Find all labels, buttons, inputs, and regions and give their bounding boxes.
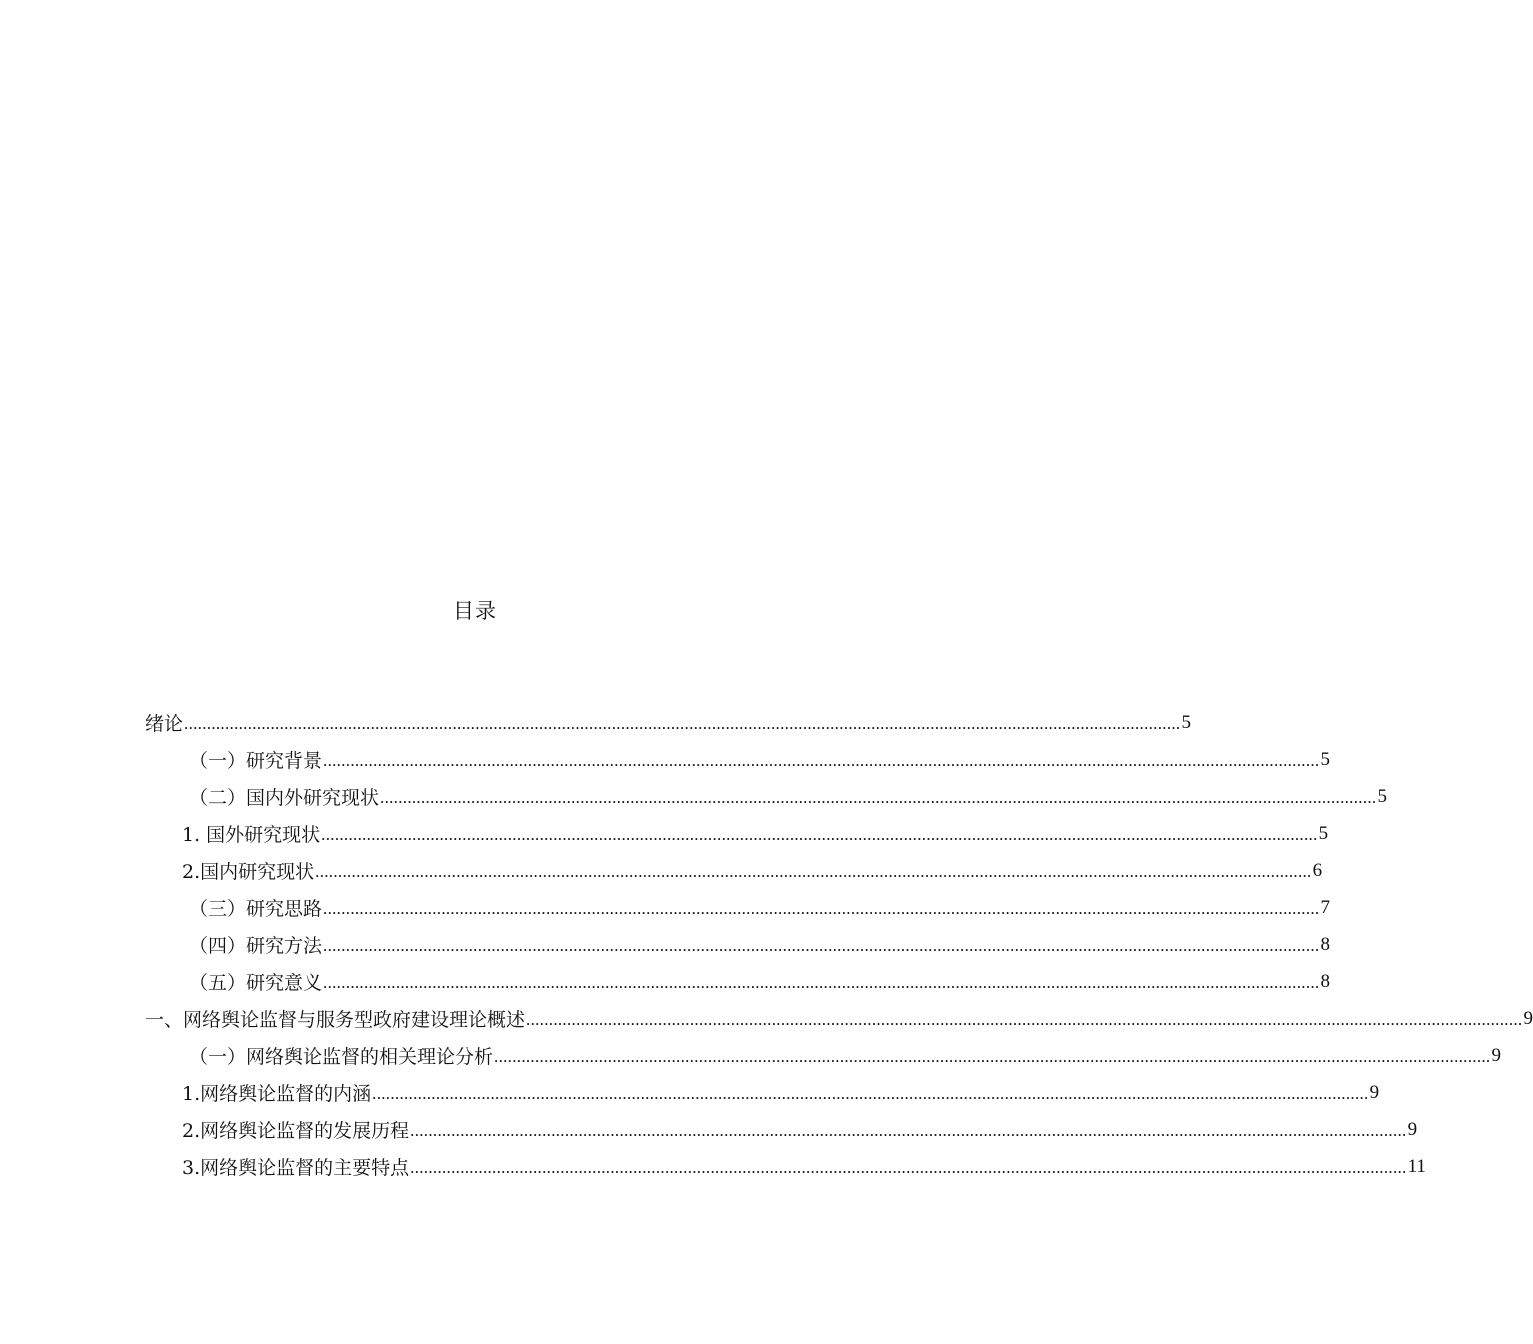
toc-entry-research-methods[interactable]: [145, 926, 1330, 963]
toc-leader-dots: ...........................................................................................................................................................................................................................: [321, 824, 1318, 844]
toc-page-number: 11: [1407, 1155, 1426, 1177]
toc-entry-research-background[interactable]: [145, 741, 1330, 778]
toc-leader-dots: ...........................................................................................................................................................................................................................: [380, 787, 1377, 807]
toc-entry-text: 2.国内研究现状: [182, 861, 315, 883]
toc-entry-text: 3.网络舆论监督的主要特点: [182, 1157, 410, 1179]
toc-leader-dots: ...........................................................................................................................................................................................................................: [526, 1009, 1523, 1029]
toc-page-number: 8: [1320, 933, 1330, 955]
toc-page-number: 5: [1377, 785, 1387, 807]
toc-entry-chapter-one[interactable]: [145, 1000, 1533, 1037]
toc-entry-text: （五）研究意义: [189, 972, 323, 994]
toc-leader-dots: ...........................................................................................................................................................................................................................: [410, 1157, 1407, 1177]
toc-page-number: 9: [1407, 1118, 1418, 1140]
toc-entry-domestic-research[interactable]: [145, 852, 1323, 889]
toc-entry-introduction[interactable]: [145, 704, 1191, 741]
toc-page-number: 5: [1318, 822, 1329, 844]
toc-leader-dots: ...........................................................................................................................................................................................................................: [410, 1120, 1407, 1140]
toc-leader-dots: ...........................................................................................................................................................................................................................: [315, 861, 1312, 881]
table-of-contents: [145, 704, 1533, 1185]
toc-page-number: 5: [1320, 748, 1330, 770]
toc-leader-dots: ...........................................................................................................................................................................................................................: [323, 935, 1320, 955]
toc-page-number: 5: [1181, 711, 1191, 733]
toc-entry-main-features[interactable]: [145, 1148, 1426, 1185]
toc-leader-dots: ...........................................................................................................................................................................................................................: [372, 1083, 1369, 1103]
toc-entry-text: （一）网络舆论监督的相关理论分析: [189, 1046, 494, 1068]
toc-entry-text: 一、网络舆论监督与服务型政府建设理论概述: [145, 1009, 526, 1031]
toc-page-number: 9: [1523, 1007, 1533, 1029]
toc-entry-text: （一）研究背景: [189, 750, 323, 772]
toc-page-number: 8: [1320, 970, 1330, 992]
toc-leader-dots: ...........................................................................................................................................................................................................................: [323, 750, 1320, 770]
toc-title: 目录: [453, 599, 497, 623]
toc-page-number: 6: [1312, 859, 1323, 881]
toc-entry-research-approach[interactable]: [145, 889, 1330, 926]
toc-entry-research-significance[interactable]: [145, 963, 1330, 1000]
toc-leader-dots: ...........................................................................................................................................................................................................................: [184, 713, 1181, 733]
toc-entry-text: （三）研究思路: [189, 898, 323, 920]
toc-entry-text: 绪论: [145, 713, 184, 735]
toc-leader-dots: ...........................................................................................................................................................................................................................: [323, 972, 1320, 992]
toc-page-number: 7: [1320, 896, 1330, 918]
toc-entry-text: 2.网络舆论监督的发展历程: [182, 1120, 410, 1142]
toc-entry-research-status[interactable]: [145, 778, 1387, 815]
toc-entry-connotation[interactable]: [145, 1074, 1380, 1111]
toc-entry-foreign-research[interactable]: [145, 815, 1329, 852]
toc-entry-text: 1.网络舆论监督的内涵: [182, 1083, 372, 1105]
toc-entry-development-history[interactable]: [145, 1111, 1418, 1148]
toc-entry-theory-analysis[interactable]: [145, 1037, 1501, 1074]
toc-leader-dots: ...........................................................................................................................................................................................................................: [323, 898, 1320, 918]
toc-entry-text: 1. 国外研究现状: [182, 824, 321, 846]
toc-page-number: 9: [1491, 1044, 1501, 1066]
toc-entry-text: （二）国内外研究现状: [189, 787, 380, 809]
toc-entry-text: （四）研究方法: [189, 935, 323, 957]
toc-leader-dots: ...........................................................................................................................................................................................................................: [494, 1046, 1491, 1066]
toc-page-number: 9: [1369, 1081, 1380, 1103]
